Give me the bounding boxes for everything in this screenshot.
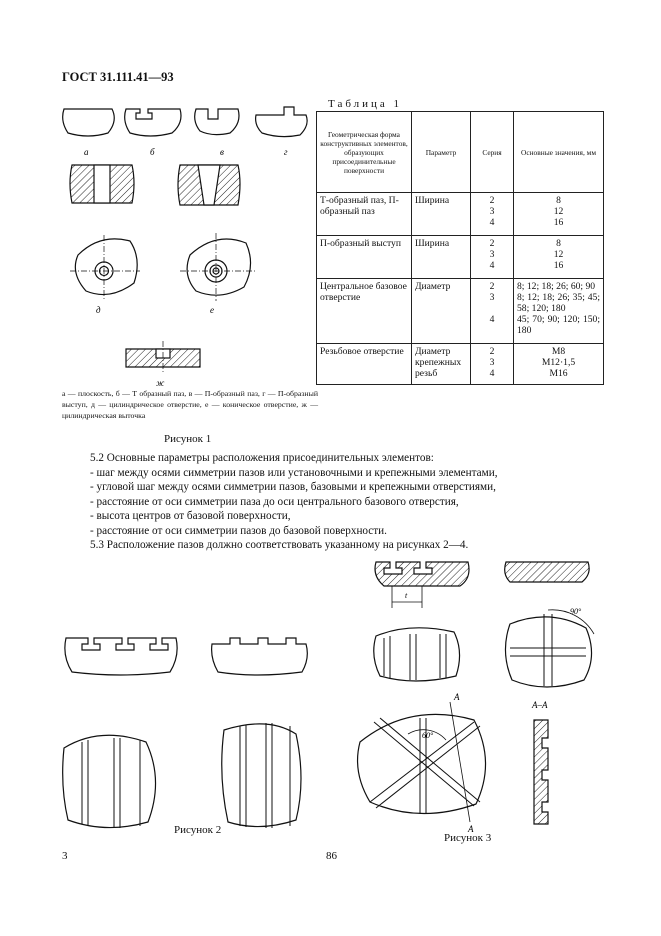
- table-row: [317, 279, 604, 344]
- label-g: г: [284, 147, 288, 157]
- label-b: б: [150, 147, 155, 157]
- cell-param: Ширина: [412, 236, 471, 279]
- figure-3-drawings: [350, 552, 610, 837]
- page-number: 86: [326, 850, 337, 862]
- cell-values: M8 M12·1,5 M16: [514, 344, 604, 385]
- figure-2-drawings: [60, 630, 340, 830]
- cell-series: 2 3 4: [471, 193, 514, 236]
- cell-param: Ширина: [412, 193, 471, 236]
- body-text: [90, 451, 610, 553]
- header-form: Геометрическая форма конструктивных элементов, образующих присоединительные поверхности: [317, 112, 412, 193]
- footer-left-number: 3: [62, 850, 68, 862]
- cell-values: 8 12 16: [514, 193, 604, 236]
- label-a: а: [84, 147, 89, 157]
- cell-values: 8; 12; 18; 26; 60; 90 8; 12; 18; 26; 35; 45; 58; 120; 180 45; 70; 90; 120; 150; 180: [514, 279, 604, 344]
- header-values: Основные значения, мм: [514, 112, 604, 193]
- label-zh: ж: [156, 378, 165, 388]
- table-row: [317, 236, 604, 279]
- cell-form: Резьбовое отверстие: [317, 344, 412, 385]
- document-header: ГОСТ 31.111.41—93: [62, 70, 174, 84]
- list-item: - шаг между осями симметрии пазов или установочными и крепежными элементами,: [90, 466, 498, 479]
- figure-1-legend: а — плоскость, б — Т образный паз, в — П-образный паз, г — П-образный выступ, д — цилиндрическое отверстие, е — коническое отверстие, ж — цилиндрическая выточка: [62, 389, 318, 420]
- figure-2-caption: Рисунок 2: [174, 824, 222, 836]
- header-series: Серия: [471, 112, 514, 193]
- cell-series: 2 3 4: [471, 236, 514, 279]
- label-v: в: [220, 147, 224, 157]
- figure-1-drawings: [60, 95, 320, 390]
- cell-series: 2 3 4: [471, 344, 514, 385]
- figure-3-caption: Рисунок 3: [444, 832, 492, 844]
- table-1-caption: Таблица 1: [328, 98, 403, 110]
- table-row: [317, 344, 604, 385]
- angle-60: 60°: [422, 731, 434, 740]
- cell-form: П-образный выступ: [317, 236, 412, 279]
- cell-param: Диаметр крепежных резьб: [412, 344, 471, 385]
- list-item: - угловой шаг между осями симметрии пазов, базовыми и крепежными отверстиями,: [90, 481, 496, 493]
- cell-series: 2 3 4: [471, 279, 514, 344]
- angle-90: 90°: [570, 607, 582, 616]
- paragraph-5-2: 5.2 Основные параметры расположения присоединительных элементов:: [90, 452, 434, 464]
- label-d: д: [96, 305, 101, 315]
- cell-values: 8 12 16: [514, 236, 604, 279]
- cell-form: Т-образный паз, П-образный паз: [317, 193, 412, 236]
- header-parameter: Параметр: [412, 112, 471, 193]
- table-row: [317, 193, 604, 236]
- section-mark-bottom: А: [468, 824, 474, 834]
- figure-1-labels: [84, 147, 288, 157]
- table-header-row: [317, 112, 604, 193]
- cell-param: Диаметр: [412, 279, 471, 344]
- cell-form: Центральное базовое отверстие: [317, 279, 412, 344]
- list-item: - расстояние от оси симметрии паза до оси центрального базового отверстия,: [90, 495, 459, 508]
- figure-1-caption: Рисунок 1: [164, 433, 212, 445]
- paragraph-5-3: 5.3 Расположение пазов должно соответствовать указанному на рисунках 2—4.: [90, 539, 469, 551]
- list-item: - высота центров от базовой поверхности,: [90, 510, 291, 522]
- section-mark-top: А: [454, 692, 460, 702]
- section-label: А–А: [532, 700, 548, 710]
- table-1: [316, 111, 604, 385]
- list-item: - расстояние от оси симметрии пазов до базовой поверхности.: [90, 524, 387, 537]
- label-e: е: [210, 305, 214, 315]
- dim-t: t: [405, 591, 408, 600]
